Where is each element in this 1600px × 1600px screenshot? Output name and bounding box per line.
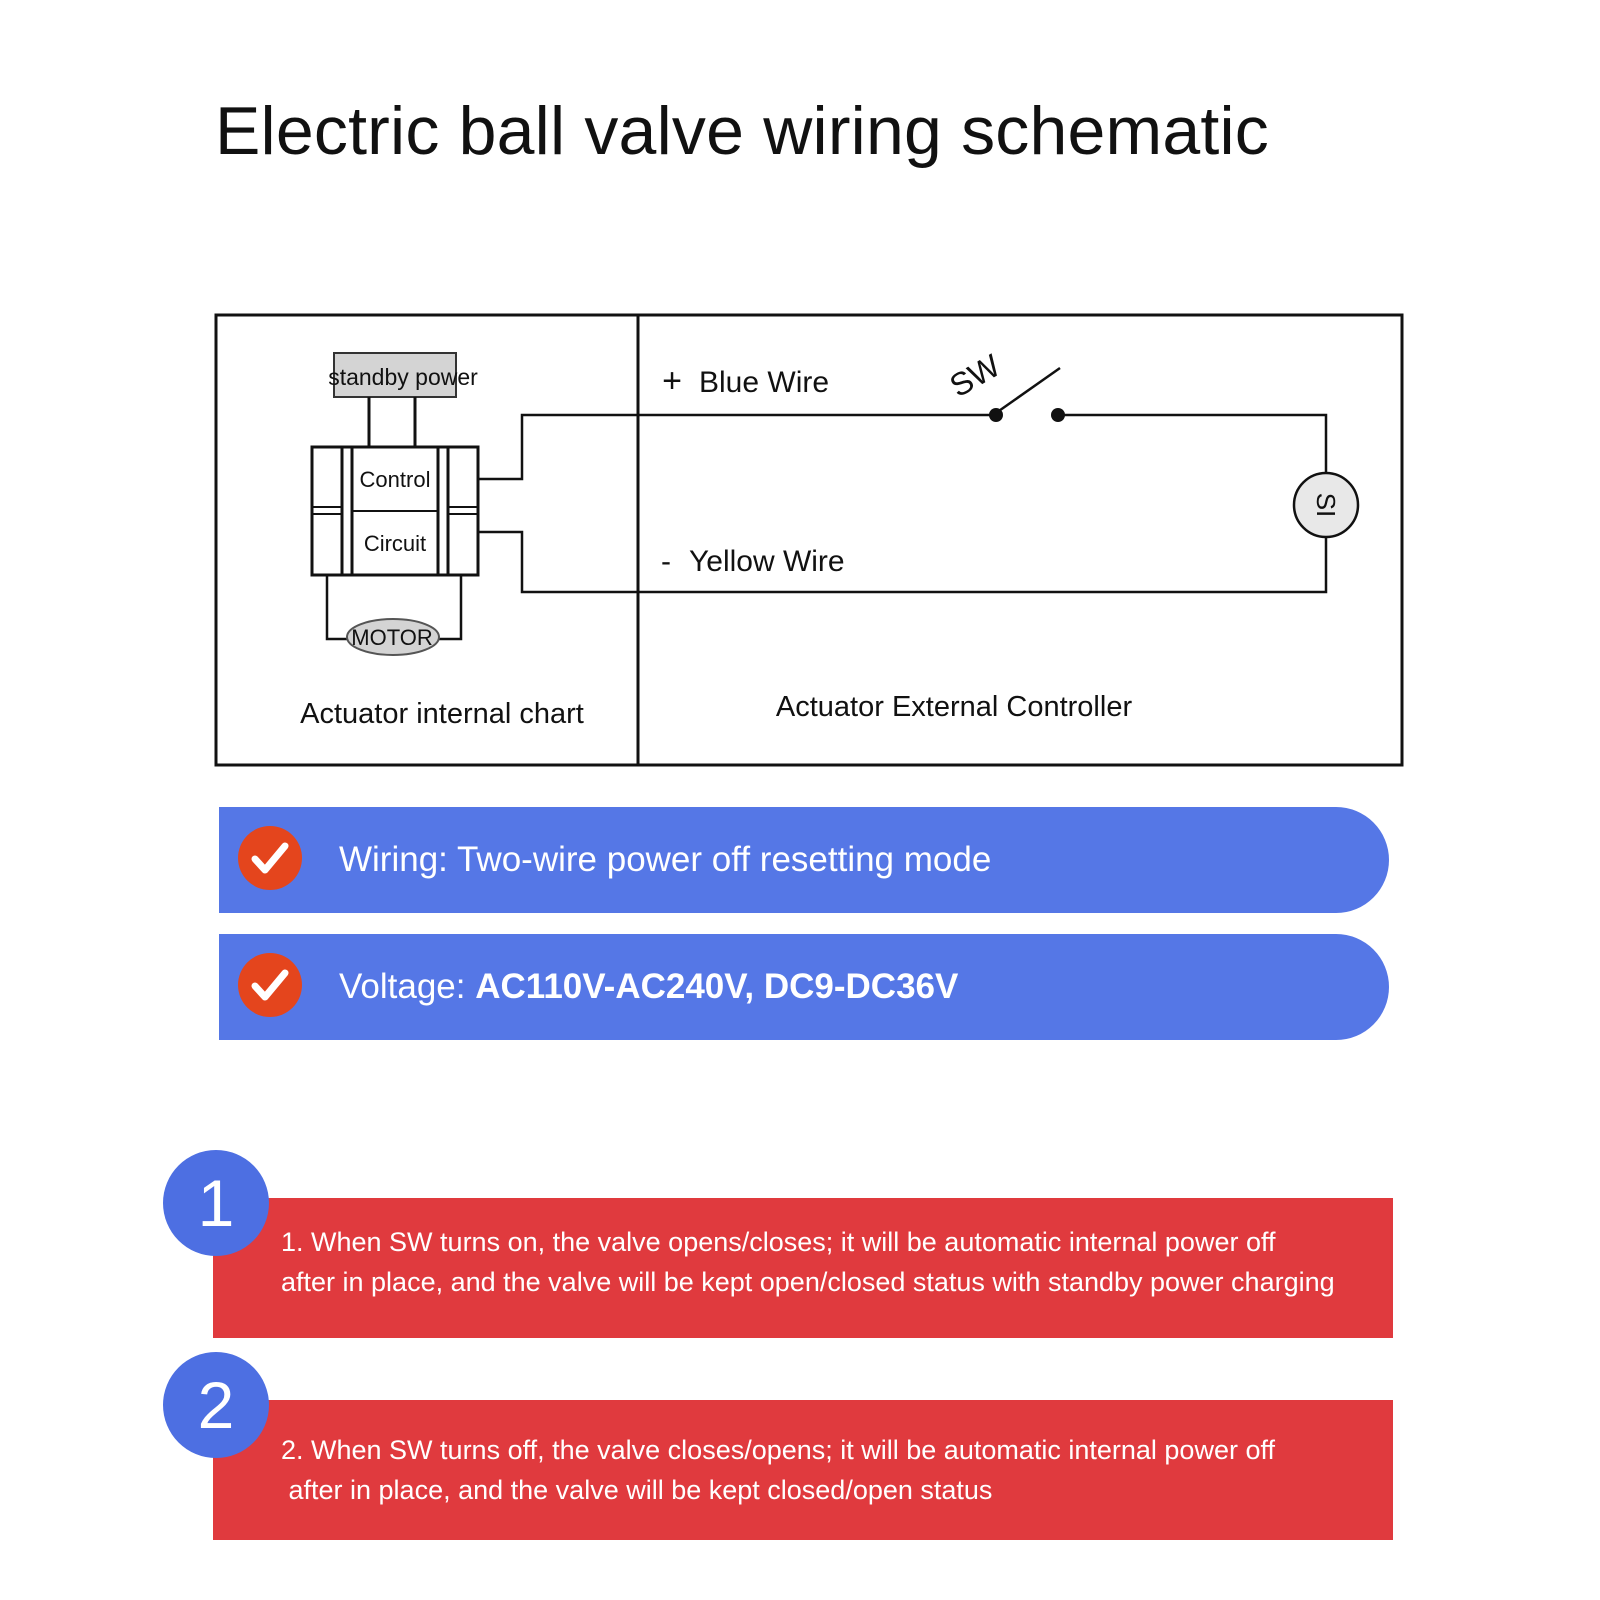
- yellow-wire-label: Yellow Wire: [689, 545, 845, 578]
- internal-caption: Actuator internal chart: [300, 698, 584, 730]
- voltage-text: [339, 934, 958, 1040]
- motor-label: MOTOR: [351, 625, 433, 650]
- blue-wire-plus: +: [662, 362, 682, 400]
- external-caption: Actuator External Controller: [775, 691, 1133, 723]
- wiring-mode-banner: [219, 807, 1389, 913]
- check-icon: [238, 826, 302, 890]
- step-2-box: [213, 1400, 1393, 1540]
- voltage-banner: [219, 934, 1389, 1040]
- wiring-mode-text: Wiring: Two-wire power off resetting mode: [339, 840, 992, 879]
- circuit-label: Circuit: [363, 531, 427, 556]
- step-1-text: [281, 1222, 1335, 1302]
- step-2-number: 2: [163, 1352, 269, 1458]
- step-1-line-2: after in place, and the valve will be kept open/closed status with standby power charging: [281, 1267, 1335, 1297]
- switch-symbol: [996, 368, 1060, 413]
- step-2-line-1: 2. When SW turns off, the valve closes/opens; it will be automatic internal power off: [281, 1435, 1275, 1465]
- page-title: Electric ball valve wiring schematic: [215, 93, 1269, 169]
- switch-label: SW: [943, 347, 1007, 405]
- blue-wire-label: Blue Wire: [699, 366, 830, 399]
- step-2-text: [281, 1430, 1275, 1510]
- control-label: Control: [359, 467, 431, 492]
- voltage-label: Voltage:: [339, 967, 476, 1006]
- yellow-wire-minus: -: [661, 545, 671, 578]
- step-1-box: [213, 1198, 1393, 1338]
- step-2-line-2: after in place, and the valve will be kept closed/open status: [281, 1475, 993, 1505]
- step-1-line-1: 1. When SW turns on, the valve opens/closes; it will be automatic internal power off: [281, 1227, 1276, 1257]
- voltage-value: AC110V-AC240V, DC9-DC36V: [475, 967, 959, 1006]
- load-label: SI: [1311, 492, 1341, 518]
- standby-power-label: standby power: [328, 364, 478, 390]
- check-icon: [238, 953, 302, 1017]
- step-1-number: 1: [163, 1150, 269, 1256]
